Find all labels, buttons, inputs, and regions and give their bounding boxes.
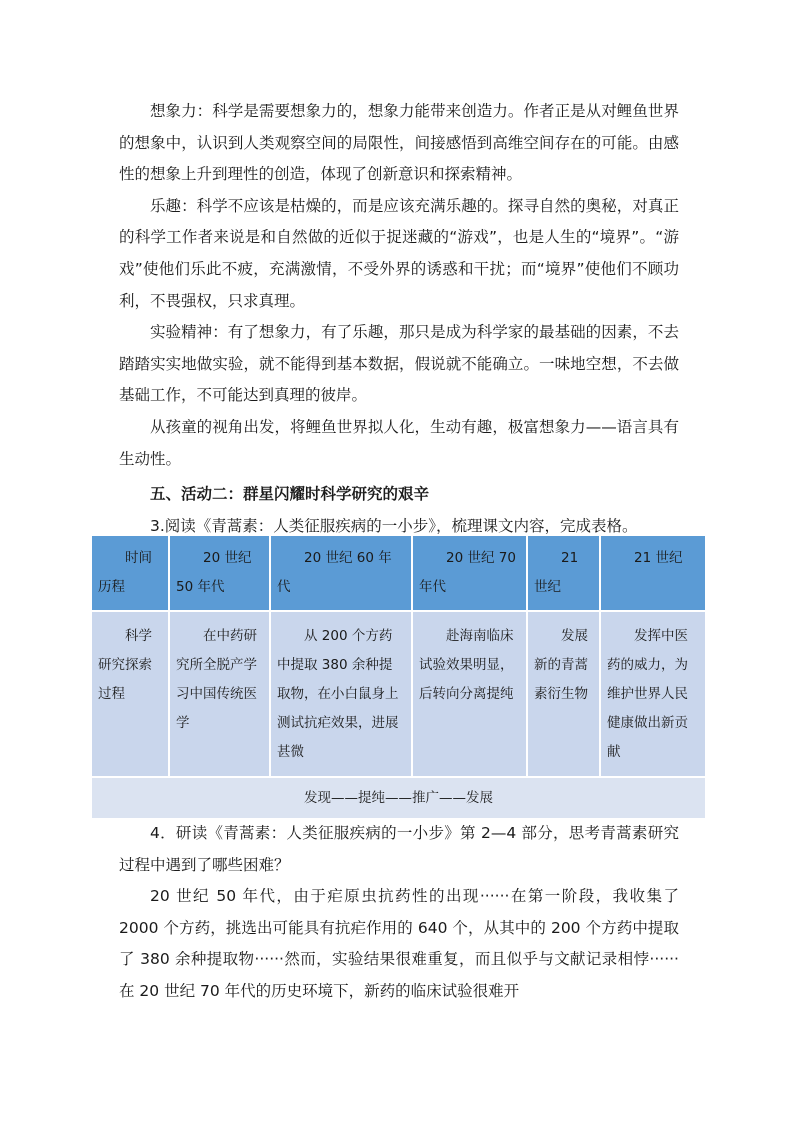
paragraph-imagination: 想象力：科学是需要想象力的，想象力能带来创造力。作者正是从对鲤鱼世界的想象中，认识到人类观察空间的局限性，间接感悟到高维空间存在的可能。由感性的想象上升到理性的创造，体现了创新意识和探索精神。 xyxy=(119,102,679,184)
table-cell: 发展新的青蒿素衍生物 xyxy=(527,611,600,777)
table-cell: 从 200 个方药中提取 380 余种提取物，在小白鼠身上测试抗疟效果，进展甚微 xyxy=(270,611,412,777)
table-cell: 科学研究探索过程 xyxy=(91,611,169,777)
table-cell: 发挥中医药的威力，为维护世界人民健康做出新贡献 xyxy=(600,611,706,777)
section-heading: 五、活动二：群星闪耀时科学研究的艰辛 xyxy=(150,485,430,504)
table-row xyxy=(91,611,706,777)
table-summary: 发现——提纯——推广——发展 xyxy=(91,777,706,819)
table-header-cell: 21 世纪 xyxy=(600,535,706,611)
table-header-cell: 21 世纪 xyxy=(527,535,600,611)
task-3: 3.阅读《青蒿素：人类征服疾病的一小步》，梳理课文内容，完成表格。 xyxy=(150,516,638,535)
table-cell: 在中药研究所全脱产学习中国传统医学 xyxy=(169,611,270,777)
table-cell: 赴海南临床试验效果明显，后转向分离提纯 xyxy=(412,611,527,777)
paragraph-fun: 乐趣：科学不应该是枯燥的，而是应该充满乐趣的。探寻自然的奥秘，对真正的科学工作者来说是和自然做的近似于捉迷藏的“游戏”，也是人生的“境界”。“游戏”使他们乐此不疲，充满激情，不受外界的诱惑和干扰；而“境界”使他们不顾功利，不畏强权，只求真理。 xyxy=(119,196,679,310)
table-header-cell: 20 世纪 70 年代 xyxy=(412,535,527,611)
table-header-cell: 20 世纪 60 年代 xyxy=(270,535,412,611)
table-summary-row xyxy=(91,777,706,819)
paragraph-language: 从孩童的视角出发，将鲤鱼世界拟人化，生动有趣，极富想象力——语言具有生动性。 xyxy=(119,417,679,468)
task-4: 4．研读《青蒿素：人类征服疾病的一小步》第 2—4 部分，思考青蒿素研究过程中遇到了哪些困难？ xyxy=(119,824,679,874)
paragraph-experiment: 实验精神：有了想象力，有了乐趣，那只是成为科学家的最基础的因素，不去踏踏实实地做实验，就不能得到基本数据，假说就不能确立。一味地空想，不去做基础工作，不可能达到真理的彼岸。 xyxy=(119,323,679,405)
table-header-cell: 时间历程 xyxy=(91,535,169,611)
text-body xyxy=(119,96,679,542)
text-body-lower xyxy=(119,818,679,1008)
answer-4: 20 世纪 50 年代，由于疟原虫抗药性的出现······在第一阶段，我收集了 2000 个方药，挑选出可能具有抗疟作用的 640 个，从其中的 200 个方药中提取了 380 余种提取物······然而，实验结果很难重复，而且似乎与文献记录相悖······在 20 世纪 70 年代的历史环境下，新药的临床试验很难开 xyxy=(119,887,679,1000)
table-header-cell: 20 世纪 50 年代 xyxy=(169,535,270,611)
research-table xyxy=(90,534,705,820)
table-header-row xyxy=(91,535,706,611)
